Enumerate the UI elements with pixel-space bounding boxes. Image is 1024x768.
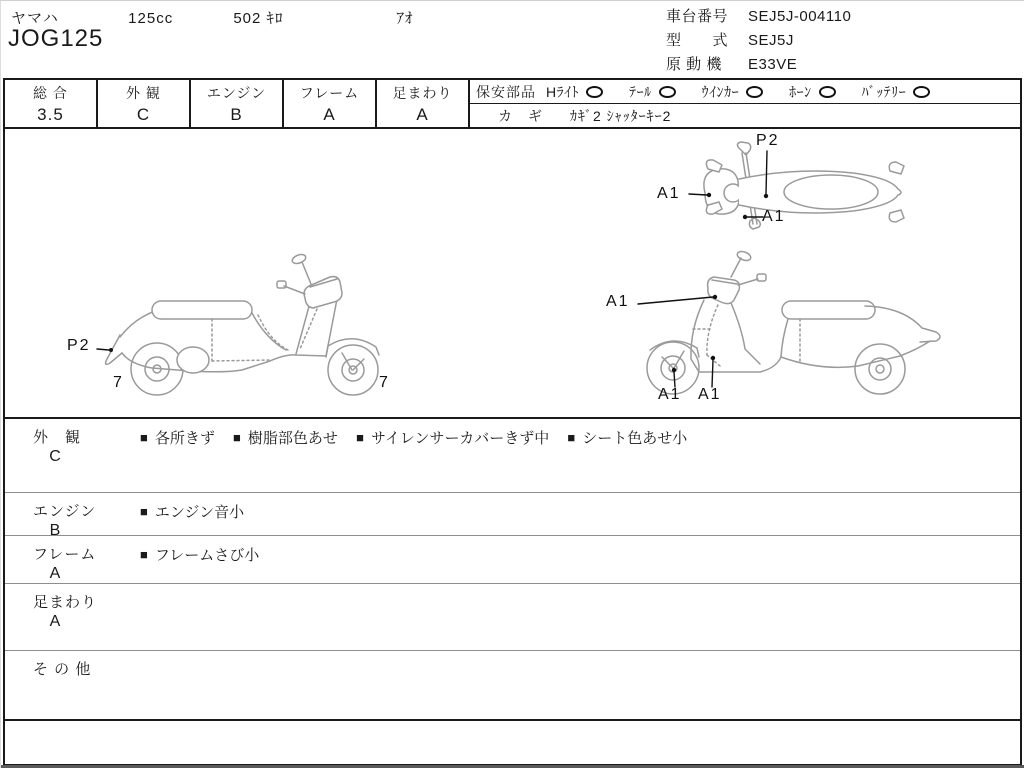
damage-label-a1-floor: A1 xyxy=(698,386,722,403)
section-grade: B xyxy=(49,522,61,539)
rating-frame-value: A xyxy=(323,105,336,124)
note-bullet-icon: ■ xyxy=(567,430,576,445)
section-label: 足まわり xyxy=(33,594,98,611)
safety-parts-cell xyxy=(470,80,1020,127)
rating-frame xyxy=(284,80,377,127)
notes-line xyxy=(140,544,273,565)
rating-frame-label: フレーム xyxy=(299,85,360,101)
comment-row-exterior xyxy=(5,419,1020,493)
rating-undercarriage-label: 足まわり xyxy=(392,85,453,101)
rating-engine xyxy=(191,80,284,127)
safety-parts-label: 保安部品 xyxy=(476,83,536,100)
note-text: エンジン音小 xyxy=(154,504,245,521)
rating-undercarriage-value: A xyxy=(416,105,429,124)
engine-code-value: E33VE xyxy=(748,56,798,73)
pass-circle-icon xyxy=(746,86,763,98)
safety-parts-row xyxy=(470,80,1020,104)
damage-label-p2-left: P2 xyxy=(67,337,91,354)
section-label: フレーム xyxy=(33,546,97,563)
note-bullet-icon: ■ xyxy=(140,504,148,519)
pass-circle-icon xyxy=(659,86,676,98)
chassis-number-value: SEJ5J-004110 xyxy=(748,8,852,25)
safety-item-winker: ｳｲﾝｶｰ xyxy=(702,82,764,102)
damage-label-a1-top-front: A1 xyxy=(657,185,681,202)
safety-item-tail: ﾃｰﾙ xyxy=(629,82,676,102)
section-grade: A xyxy=(49,565,61,582)
tire-grade-front: 7 xyxy=(379,374,390,391)
comment-row-undercarriage xyxy=(5,584,1020,651)
footer-blank-row xyxy=(5,721,1020,766)
damage-label-a1-top-lower: A1 xyxy=(762,208,786,225)
note-bullet-icon: ■ xyxy=(233,430,241,445)
rating-engine-label: エンジン xyxy=(206,85,267,101)
mileage: 502 ｷﾛ xyxy=(233,10,284,27)
rating-overall xyxy=(5,80,98,127)
pass-circle-icon xyxy=(913,86,930,98)
comment-row-other xyxy=(5,651,1020,721)
note-text: サイレンサーカバーきず中 xyxy=(370,430,550,447)
rating-overall-label: 総 合 xyxy=(33,85,68,101)
safety-item-headlight: Hﾗｲﾄ xyxy=(546,82,603,102)
rating-exterior-value: C xyxy=(136,105,151,124)
section-grade: A xyxy=(49,613,61,630)
safety-item-horn: ﾎｰﾝ xyxy=(789,82,836,102)
sheet-frame xyxy=(3,78,1022,766)
note-bullet-icon: ■ xyxy=(356,430,364,445)
pass-circle-icon xyxy=(586,86,603,98)
ratings-row xyxy=(5,80,1020,129)
note-text: 樹脂部色あせ xyxy=(247,430,338,447)
key-label: カ ギ xyxy=(498,107,543,124)
model-code-value: SEJ5J xyxy=(748,32,794,49)
model-code-label: 型 式 xyxy=(666,32,729,49)
section-label: エンジン xyxy=(33,503,97,520)
damage-label-a1-wheel: A1 xyxy=(658,386,682,403)
rating-exterior-label: 外 観 xyxy=(126,85,161,101)
safety-item-battery: ﾊﾞｯﾃﾘｰ xyxy=(862,82,931,102)
scooter-top-view-drawing xyxy=(645,131,945,241)
model-name: JOG125 xyxy=(8,25,104,52)
notes-line xyxy=(140,427,701,448)
section-grade: C xyxy=(49,448,61,465)
damage-diagram-area xyxy=(5,129,1020,419)
tire-grade-rear: 7 xyxy=(113,374,124,391)
engine-code-label: 原 動 機 xyxy=(666,56,722,73)
damage-label-p2-top: P2 xyxy=(756,132,780,149)
identification-block xyxy=(666,5,851,77)
body-color: ｱｵ xyxy=(396,10,414,27)
rating-overall-value: 3.5 xyxy=(37,105,64,124)
scooter-left-side-drawing xyxy=(90,249,410,407)
scooter-right-side-drawing xyxy=(600,249,950,407)
rating-engine-value: B xyxy=(230,105,243,124)
comment-row-engine xyxy=(5,493,1020,539)
pass-circle-icon xyxy=(819,86,836,98)
header xyxy=(1,1,1024,78)
key-value: ｶｷﾞ2 ｼｬｯﾀｰｷｰ2 xyxy=(570,107,672,124)
note-text: フレームさび小 xyxy=(154,547,260,564)
note-text: 各所きず xyxy=(154,430,215,447)
note-bullet-icon: ■ xyxy=(140,430,148,445)
note-bullet-icon: ■ xyxy=(140,547,148,562)
displacement: 125cc xyxy=(128,10,174,27)
comment-row-frame xyxy=(5,536,1020,584)
damage-label-a1-shield: A1 xyxy=(606,293,630,310)
section-label: 外 観 xyxy=(33,429,82,446)
notes-line xyxy=(140,501,258,522)
chassis-number-label: 車台番号 xyxy=(666,8,729,25)
note-text: シート色あせ小 xyxy=(582,430,688,447)
key-row xyxy=(470,104,1020,127)
maker-name: ヤマハ xyxy=(11,10,59,27)
rating-undercarriage xyxy=(377,80,470,127)
section-label: そ の 他 xyxy=(33,661,92,678)
rating-exterior xyxy=(98,80,191,127)
